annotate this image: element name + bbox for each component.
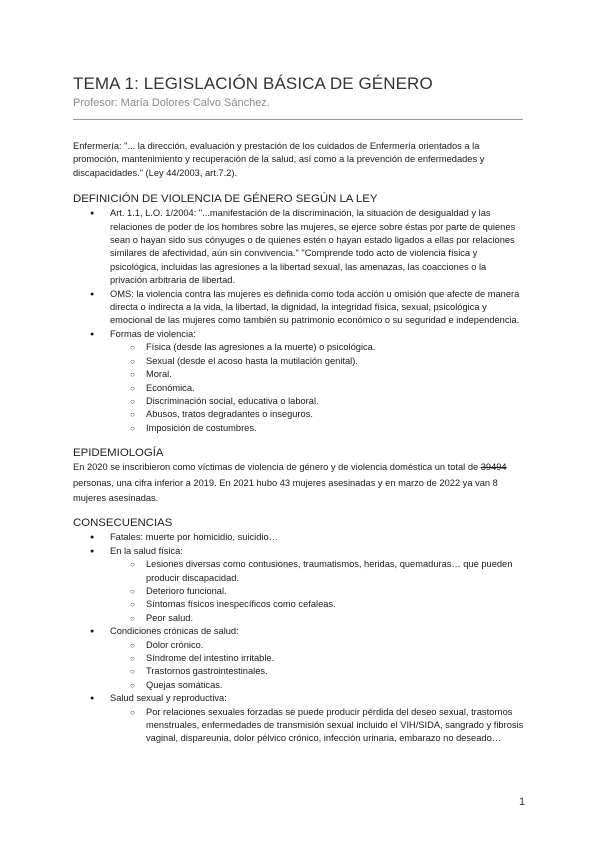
intro-paragraph: Enfermería: "... la dirección, evaluación y prestación de los cuidados de Enfermería orientados a la promoción, mantenimiento y recuperación de la salud, así como a la prevención de enfermedades y discapacidades." (Ley 44/2003, art.7.2). [73,141,485,178]
list-item: ● Art. 1.1, L.O. 1/2004: "...manifestación de la discriminación, la situación de desigualdad y las relaciones de poder de los hombres sobre las mujeres, se ejerce sobre éstas por parte de quienes sean o hayan sido sus cónyuges o de quienes estén o hayan estado ligados a ellas por relaciones similares de afectividad, aún sin convivencia." "Comprende todo acto de violencia física y psicológica, incluidas las agresiones a la libertad sexual, las amenazas, las coacciones o la privación arbitraria de libertad. [73,207,525,287]
formas-label: Formas de violencia: [110,328,196,339]
text-segment: personas, una cifra inferior a 2019. En 2021 hubo 43 mujeres asesinadas y en marzo de 2022 ya van 8 mujeres asesinadas. [73,477,498,503]
list-item: ○ Síndrome del intestino irritable. [110,652,525,665]
list-item: ○ Sexual (desde el acoso hasta la mutilación genital). [110,355,525,368]
cronicas-label: Condiciones crónicas de salud: [110,626,239,637]
list-item: ○ Deterioro funcional. [110,585,525,598]
text-segment: En 2020 se inscribieron como víctimas de violencia de género y de violencia doméstica un total de [73,462,481,473]
section-heading: DEFINICIÓN DE VIOLENCIA DE GÉNERO SEGÚN LA LEY [73,193,378,206]
list-item [73,692,525,746]
struck-number: 39494 [480,462,507,473]
epidemiologia-paragraph [73,460,525,506]
list-item: ○ Quejas somáticas. [110,679,525,692]
section-consecuencias [73,517,525,746]
sexual-label: Salud sexual y reproductiva: [110,693,227,704]
fisica-list [110,558,525,625]
list-item: ○ Por relaciones sexuales forzadas se puede producir pérdida del deseo sexual, trastornos menstruales, enfermedades de transmisión sexual incluido el VIH/SIDA, sangrado y fibrosis vaginal, dispareunia, dolor pélvico crónico, infección urinaria, embarazo no deseado… [110,706,525,746]
list-item: ○ Imposición de costumbres. [110,422,525,435]
list-item: ○ Síntomas físicos inespecíficos como cefaleas. [110,598,525,611]
professor-name: Profesor: María Dolores Calvo Sánchez. [73,97,270,109]
list-item: ○ Lesiones diversas como contusiones, traumatismos, heridas, quemaduras… que pueden producir discapacidad. [110,558,525,585]
list-item: ○ Peor salud. [110,612,525,625]
section-epidemiologia [73,447,525,506]
section-heading: CONSECUENCIAS [73,517,173,530]
page-number: 1 [519,796,526,808]
list-item: ○ Abusos, tratos degradantes o inseguros. [110,408,525,421]
list-item [73,625,525,692]
document-title: TEMA 1: LEGISLACIÓN BÁSICA DE GÉNERO [73,74,433,93]
list-item: ○ Dolor crónico. [110,639,525,652]
list-item: ● OMS: la violencia contra las mujeres es definida como toda acción u omisión que afecte de manera directa o indirecta a la vida, la libertad, la dignidad, la integridad física, sexual, psicológica y emocional de las mujeres como también su patrimonio económico o su seguridad e independencia. [73,288,525,328]
formas-list [110,341,525,435]
list-item: ○ Física (desde las agresiones a la muerte) o psicológica. [110,341,525,354]
sexual-list [110,706,525,746]
fisica-label: En la salud física: [110,545,183,556]
list-item: ○ Trastornos gastrointestinales. [110,665,525,678]
document-body [73,140,525,746]
list-item: ○ Discriminación social, educativa o laboral. [110,395,525,408]
section-definicion [73,193,525,435]
section-heading: EPIDEMIOLOGÍA [73,447,164,460]
cronicas-list [110,639,525,693]
header-divider [73,119,523,120]
list-item [73,328,525,435]
consecuencias-list [73,531,525,746]
definicion-list [73,207,525,435]
list-item: ○ Moral. [110,368,525,381]
list-item: ○ Económica. [110,382,525,395]
list-item [73,545,525,625]
list-item: ● Fatales: muerte por homicidio, suicidio… [73,531,525,544]
